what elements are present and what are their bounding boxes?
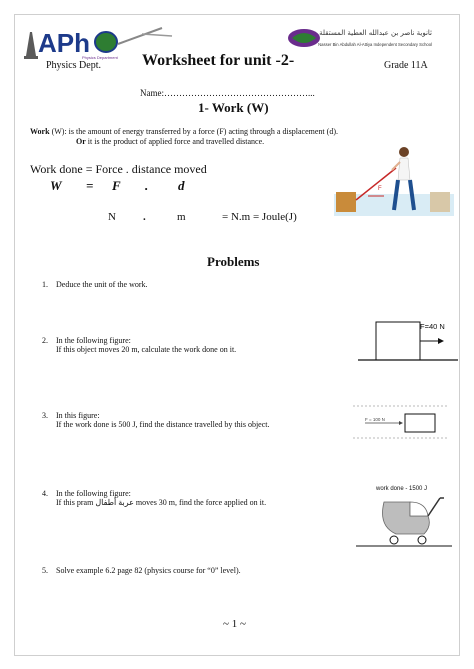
problem-3-line-2: If the work done is 500 J, find the distance travelled by this object. [56,420,270,429]
problem-3 [42,411,270,429]
force-label: F [378,186,382,192]
problem-3-line-1: In this figure: [56,411,100,420]
grade-label: Grade 11A [384,60,428,71]
problem-4-line-2: If this pram عربة أطفال moves 30 m, find the force applied on it. [56,498,267,507]
pulling-box-illustration [334,140,454,220]
school-name-arabic: ثانوية ناصر بن عبدالله العطية المستقلة [319,29,432,37]
problem-2-line-1: In the following figure: [56,336,131,345]
problem-2 [42,336,236,354]
school-logo [286,24,434,52]
name-field[interactable]: Name:…………………………………………... [140,88,315,98]
department-label: Physics Dept. [46,60,101,71]
definition-text: (W): is the amount of energy transferred by a force (F) acting through a displacement (d). [49,127,338,136]
formula-text: Work done = Force . distance moved [30,162,207,176]
svg-text:Physics Department: Physics Department [82,55,118,60]
box-force-figure [358,318,458,364]
unit-dot: . [143,211,146,223]
box-100n-figure [351,404,451,440]
problem-5-number: 5. [42,566,48,575]
problem-4 [42,489,266,507]
symbol-dot: . [145,178,149,193]
symbol-equals: = [86,178,94,193]
problem-4-number: 4. [42,489,48,498]
figure-2-force-label: F=40 N [420,322,445,331]
unit-newton: N [108,211,116,223]
symbol-w: W [50,178,62,193]
problem-1-text: Deduce the unit of the work. [56,280,148,289]
worksheet-title: Worksheet for unit -2- [142,52,295,69]
problem-1-number: 1. [42,280,48,289]
problem-1 [42,280,148,289]
problem-5-text: Solve example 6.2 page 82 (physics course for “0” level). [56,566,241,575]
symbol-f: F [112,178,121,193]
problem-2-line-2: If this object moves 20 m, calculate the work done on it. [56,345,237,354]
problem-3-number: 3. [42,411,48,420]
unit-joule: = N.m = Joule(J) [222,211,297,223]
problem-4-line-1: In the following figure: [56,489,131,498]
section-title: 1- Work (W) [198,100,269,115]
unit-meter: m [177,211,186,223]
figure-3-force-label: F = 100 N [365,417,385,422]
school-name-english: Nasser Bin Abdullah Al-Attiya Independent Secondary School [318,42,432,47]
definition-or: Or [76,137,86,146]
definition-text-2: it is the product of applied force and travelled distance. [85,137,265,146]
svg-text:APh: APh [38,28,90,58]
problem-2-number: 2. [42,336,48,345]
pram-figure [354,480,454,550]
definition-term: Work [30,127,50,136]
problems-heading: Problems [207,254,260,269]
page-number: ~ 1 ~ [223,618,246,630]
problem-5 [42,566,241,575]
symbol-d: d [178,178,185,193]
definition-line-1 [30,127,338,136]
definition-line-2 [76,137,264,146]
figure-4-work-label: work done - 1500 J [376,486,428,492]
